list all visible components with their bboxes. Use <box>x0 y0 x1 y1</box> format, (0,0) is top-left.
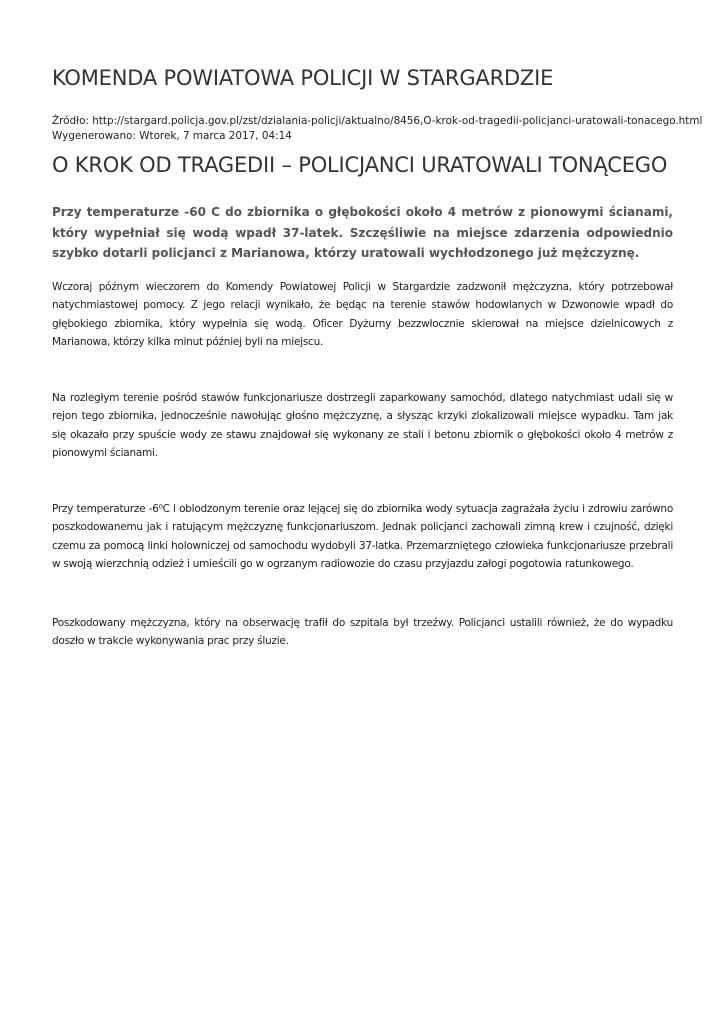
document-meta <box>52 114 703 143</box>
article-paragraph-3: Przy temperaturze -6⁰C i oblodzonym terenie oraz lejącej się do zbiornika wody sytuacja zagrażała życiu i zdrowiu zarówno poszkodowanemu jak i ratującym mężczyznę funkcjonariuszom. Jednak policjanci zachowali zimną krew i czujność, dzięki czemu za pomocą linki holowniczej od samochodu wydobyli 37-latka. Przemarzniętego człowieka funkcjonariusze przebrali w swoją wierzchnią odzież i umieścili go w ogrzanym radiowozie do czasu przyjazdu załogi pogotowia ratunkowego. <box>52 503 673 570</box>
article-paragraph-1: Wczoraj późnym wieczorem do Komendy Powiatowej Policji w Stargardzie zadzwonił mężczyzna, który potrzebował natychmiastowej pomocy. Z jego relacji wynikało, że będąc na terenie stawów hodowlanych w Dzwonowie wpadł do głębokiego zbiornika, który wypełnia się wodą. Oficer Dyżurny bezzwłocznie skierował na miejsce dzielnicowych z Marianowa, którzy kilka minut później byli na miejscu. <box>52 281 673 348</box>
site-title: KOMENDA POWIATOWA POLICJI W STARGARDZIE <box>52 66 554 90</box>
source-line: Źródło: http://stargard.policja.gov.pl/zst/dzialania-policji/aktualno/8456,O-krok-od-tragedii-policjanci-uratowali-tonacego.html <box>52 115 703 127</box>
generated-line: Wygenerowano: Wtorek, 7 marca 2017, 04:14 <box>52 129 292 142</box>
article-paragraph-2: Na rozległym terenie pośród stawów funkcjonariusze dostrzegli zaparkowany samochód, dlatego natychmiast udali się w rejon tego zbiornika, jednocześnie nawołując głośno mężczyznę, a słysząc krzyki zlokalizowali miejsce wypadku. Tam jak się okazało przy spuście wody ze stawu znajdował się wykonany ze stali i betonu zbiornik o głębokości około 4 metrów z pionowymi ścianami. <box>52 392 673 459</box>
article-paragraph-4: Poszkodowany mężczyzna, który na obserwację trafił do szpitala był trzeźwy. Policjanci ustalili również, że do wypadku doszło w trakcie wykonywania prac przy śluzie. <box>52 617 673 648</box>
article-lead: Przy temperaturze -60 C do zbiornika o głębokości około 4 metrów z pionowymi ścianami, który wypełniał się wodą wpadł 37-latek. Szczęśliwie na miejsce zdarzenia odpowiednio szybko dotarli policjanci z Marianowa, którzy uratowali wychłodzonego już mężczyznę. <box>52 205 673 260</box>
article-title: O KROK OD TRAGEDII – POLICJANCI URATOWALI TONĄCEGO <box>52 153 668 177</box>
